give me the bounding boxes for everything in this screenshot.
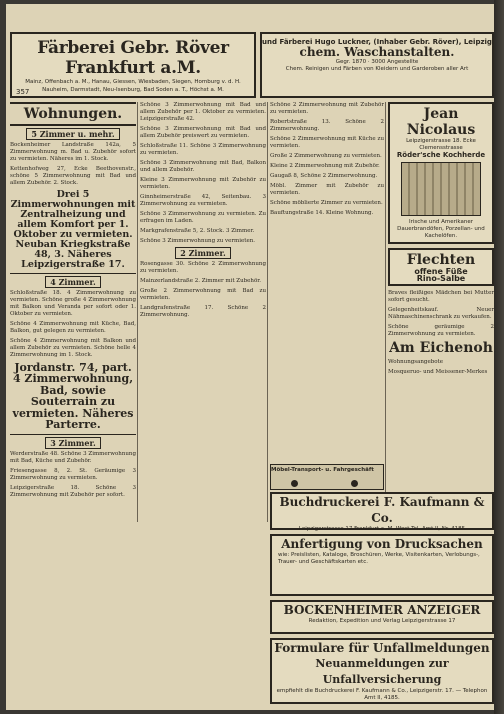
featured-ad: Drei 5 Zimmerwohnungen mit Zentralheizung und allem Komfort per 1. Oktober zu vermieten. Neuban Kriegkstraße 48, 3. Näheres Leipzigerstraße 17. — [10, 189, 136, 270]
luckner-title-2: chem. Waschanstalten. — [299, 45, 455, 59]
classified-ad: Landgrafenstraße 17. Schöne 2 Zimmerwohnung. — [140, 305, 266, 318]
wheel-icon — [291, 480, 298, 487]
roever-line-1: Mainz, Offenbach a. M., Hanau, Giessen, Wiesbaden, Siegen, Homburg v. d. H. — [25, 79, 241, 85]
formulare-sub: Neuanmeldungen zur Unfallversicherung — [315, 657, 449, 686]
classified-ad: Bockenheimer Landstraße 142a, 5 Zimmerwohnung m. Bad u. Zubehör sofort zu vermieten. Näheres im 1. Stock. — [10, 142, 136, 162]
drucksachen-title: Anfertigung von Drucksachen — [281, 537, 483, 551]
classified-ad: Schöne 3 Zimmerwohnung mit Bad und allem Zubehör preiswert zu vermieten. — [140, 126, 266, 139]
column-rule — [385, 102, 386, 522]
classified-ad: Möbl. Zimmer mit Zubehör zu vermieten. — [270, 183, 384, 196]
classified-ad: Friesengasse 8, 2. St. Geräumige 3 Zimmerwohnung zu vermieten. — [10, 468, 136, 482]
divider — [10, 273, 136, 274]
classified-ad: Kleine 2 Zimmerwohnung mit Zubehör. — [270, 163, 380, 169]
wohnungen-heading: Wohnungen. — [10, 102, 136, 126]
column-rule — [267, 102, 268, 522]
classified-ad: Schöne 3 Zimmerwohnung mit Bad und allem Zubehör per 1. Oktober zu vermieten. Leipzigerstraße 42. — [140, 102, 266, 122]
wheel-icon — [351, 480, 358, 487]
classified-ad: Werderstraße 48. Schöne 3 Zimmerwohnung mit Bad, Küche und Zubehör. — [10, 451, 136, 465]
column-wohnungen — [10, 102, 136, 708]
column-4 — [388, 102, 494, 488]
druckerei-address: Leipzigerstrasse 17 Frankfurt a. M.-West Tel. Amt II, Nr. 4185 — [298, 526, 466, 532]
classified-ad: Kettenhofweg 27, Ecke Beethovenstr., schöne 5 Zimmerwohnung mit Bad und allem Zubehör. 2. Stock. — [10, 166, 136, 186]
moving-van-illustration — [270, 464, 384, 490]
classified-ad: Schloßstraße 18. 4 Zimmerwohnung zu vermieten. Schöne große 4 Zimmerwohnung mit Balkon und Veranda per sofort oder 1. Oktober zu vermieten. — [10, 289, 136, 317]
classified-ad: Gaugaß 8, Schöne 2 Zimmerwohnung. — [270, 173, 378, 179]
eichenoh-text: Wohnungsangebote — [388, 358, 443, 365]
druckerei-ad — [270, 492, 494, 530]
formulare-ad — [270, 638, 494, 704]
classified-ad: Schloßstraße 11. Schöne 3 Zimmerwohnung zu vermieten. — [140, 143, 266, 156]
eichenoh-title: Am Eichenoh — [389, 340, 493, 356]
bockenheimer-title: BOCKENHEIMER ANZEIGER — [283, 603, 481, 617]
column-2 — [140, 102, 266, 708]
classified-ad: Schöne geräumige 2 Zimmerwohnung zu vermieten. — [388, 324, 494, 337]
classified-ad: Kleine 3 Zimmerwohnung mit Zubehör zu vermieten. — [140, 177, 266, 190]
nicolaus-title: Jean Nicolaus — [406, 106, 476, 138]
classified-ad: Schöne 2 Zimmerwohnung mit Zubehör zu vermieten. — [270, 102, 384, 115]
classified-ad: Rosengasse 30. Schöne 2 Zimmerwohnung zu vermieten. — [140, 261, 266, 274]
column-3 — [270, 102, 384, 462]
luckner-sub: Gegr. 1870 · 3000 Angestellte — [335, 59, 419, 65]
classified-ad: Robertstraße 13. Schöne 2 Zimmerwohnung. — [270, 119, 384, 132]
luckner-line: Chem. Reinigen und Färben von Kleidern und Garderoben aller Art — [285, 66, 469, 72]
flechten-ad — [388, 248, 494, 286]
roever-banner-ad — [10, 32, 256, 98]
luckner-banner-ad — [260, 32, 494, 98]
classified-ad: Große 2 Zimmerwohnung mit Bad zu vermieten. — [140, 288, 266, 301]
classified-ad: Schöne 2 Zimmerwohnung mit Küche zu vermieten. — [270, 136, 384, 149]
nicolaus-sub: Röder'sche Kochherde — [396, 151, 486, 159]
classified-ad: Schöne 4 Zimmerwohnung mit Küche, Bad, Balkon, gut gelegen zu vermieten. — [10, 320, 136, 334]
flechten-text: Rino-Salbe — [416, 274, 466, 283]
luckner-title-1: und Färberei Hugo Luckner, (Inhaber Gebr. Röver), Leipzig — [262, 38, 492, 46]
formulare-text: empfiehlt die Buchdruckerei F. Kaufmann & Co., Leipzigerstr. 17. — Telephon Amt II, 4185. — [276, 688, 488, 701]
druckerei-title: Buchdruckerei F. Kaufmann & Co. — [279, 495, 485, 525]
page-binding-edge — [494, 0, 504, 714]
drucksachen-ad — [270, 534, 494, 596]
drucksachen-text: wie: Preislisten, Kataloge, Broschüren, Werke, Visitenkarten, Verlobungs-, Trauer- und Geschäftskarten etc. — [278, 552, 480, 565]
classified-ad: Schöne 3 Zimmerwohnung zu vermieten. — [140, 238, 256, 244]
flechten-sub: offene Füße — [414, 267, 468, 276]
classified-ad: Leipzigerstraße 18. Schöne 3 Zimmerwohnung mit Zubehör per sofort. — [10, 485, 136, 499]
flechten-title: Flechten — [406, 252, 476, 268]
classified-ad: Schöne möblierte Zimmer zu vermieten. — [270, 200, 383, 206]
page-number: 357 — [16, 88, 30, 96]
classified-ad: Bauftungstraße 14. Kleine Wohnung. — [270, 210, 374, 216]
classified-ad: Mainzerlandstraße 2. Zimmer mit Zubehör. — [140, 278, 262, 284]
classified-ad: Schöne 4 Zimmerwohnung mit Balkon und allem Zubehör zu vermieten. Schöne helle 4 Zimmerwohnung im 1. Stock. — [10, 337, 136, 358]
newspaper-page — [6, 4, 494, 710]
classified-ad: Markgrafenstraße 5, 2. Stock. 3 Zimmer. — [140, 228, 255, 234]
divider — [10, 434, 136, 435]
nicolaus-address: Leipzigerstrasse 18. Ecke Clemensstrasse — [406, 138, 476, 151]
section-heading: 4 Zimmer. — [10, 277, 136, 287]
nicolaus-ad — [388, 102, 494, 244]
classified-ad: Braves fleißiges Mädchen bei Mutter sofort gesucht. — [388, 290, 494, 303]
truck-label: Möbel-Transport- u. Fahrgeschäft — [271, 467, 374, 473]
section-heading: 2 Zimmer. — [140, 248, 266, 258]
classified-ad: Große 2 Zimmerwohnung zu vermieten. — [270, 153, 382, 159]
column-rule — [137, 102, 138, 522]
formulare-title: Formulare für Unfallmeldungen — [274, 641, 490, 655]
section-heading: 5 Zimmer u. mehr. — [10, 129, 136, 139]
classified-ad: Mosqueruo- und Meissener-Merkes — [388, 368, 488, 375]
bockenheimer-text: Redaktion, Expedition und Verlag Leipzigerstrasse 17 — [308, 618, 456, 624]
classified-ad: Schöne 3 Zimmerwohnung zu vermieten. Zu erfragen im Laden. — [140, 211, 266, 224]
classified-ad: Gelegenheitskauf. Neuer Nähmaschinenschrank zu verkaufen. — [388, 307, 494, 320]
classified-ad: Schöne 3 Zimmerwohnung mit Bad, Balkon und allem Zubehör. — [140, 160, 266, 173]
stove-illustration — [401, 162, 481, 216]
bockenheimer-ad — [270, 600, 494, 634]
featured-ad: Jordanstr. 74, part. 4 Zimmerwohnung, Bad, sowie Souterrain zu vermieten. Näheres Parterre. — [12, 360, 134, 432]
nicolaus-text: Irische und Amerikaner Dauerbrandöfen, Porzellan- und Kachelöfen. — [397, 219, 485, 239]
section-heading: 3 Zimmer. — [10, 438, 136, 448]
roever-line-2: Nauheim, Darmstadt, Neu-Isenburg, Bad Soden a. T., Höchst a. M. — [42, 87, 224, 93]
roever-title: Färberei Gebr. Röver Frankfurt a.M. — [37, 38, 229, 78]
classified-ad: Ginnheimerstraße 42, Seitenbau. 3 Zimmerwohnung zu vermieten. — [140, 194, 266, 207]
